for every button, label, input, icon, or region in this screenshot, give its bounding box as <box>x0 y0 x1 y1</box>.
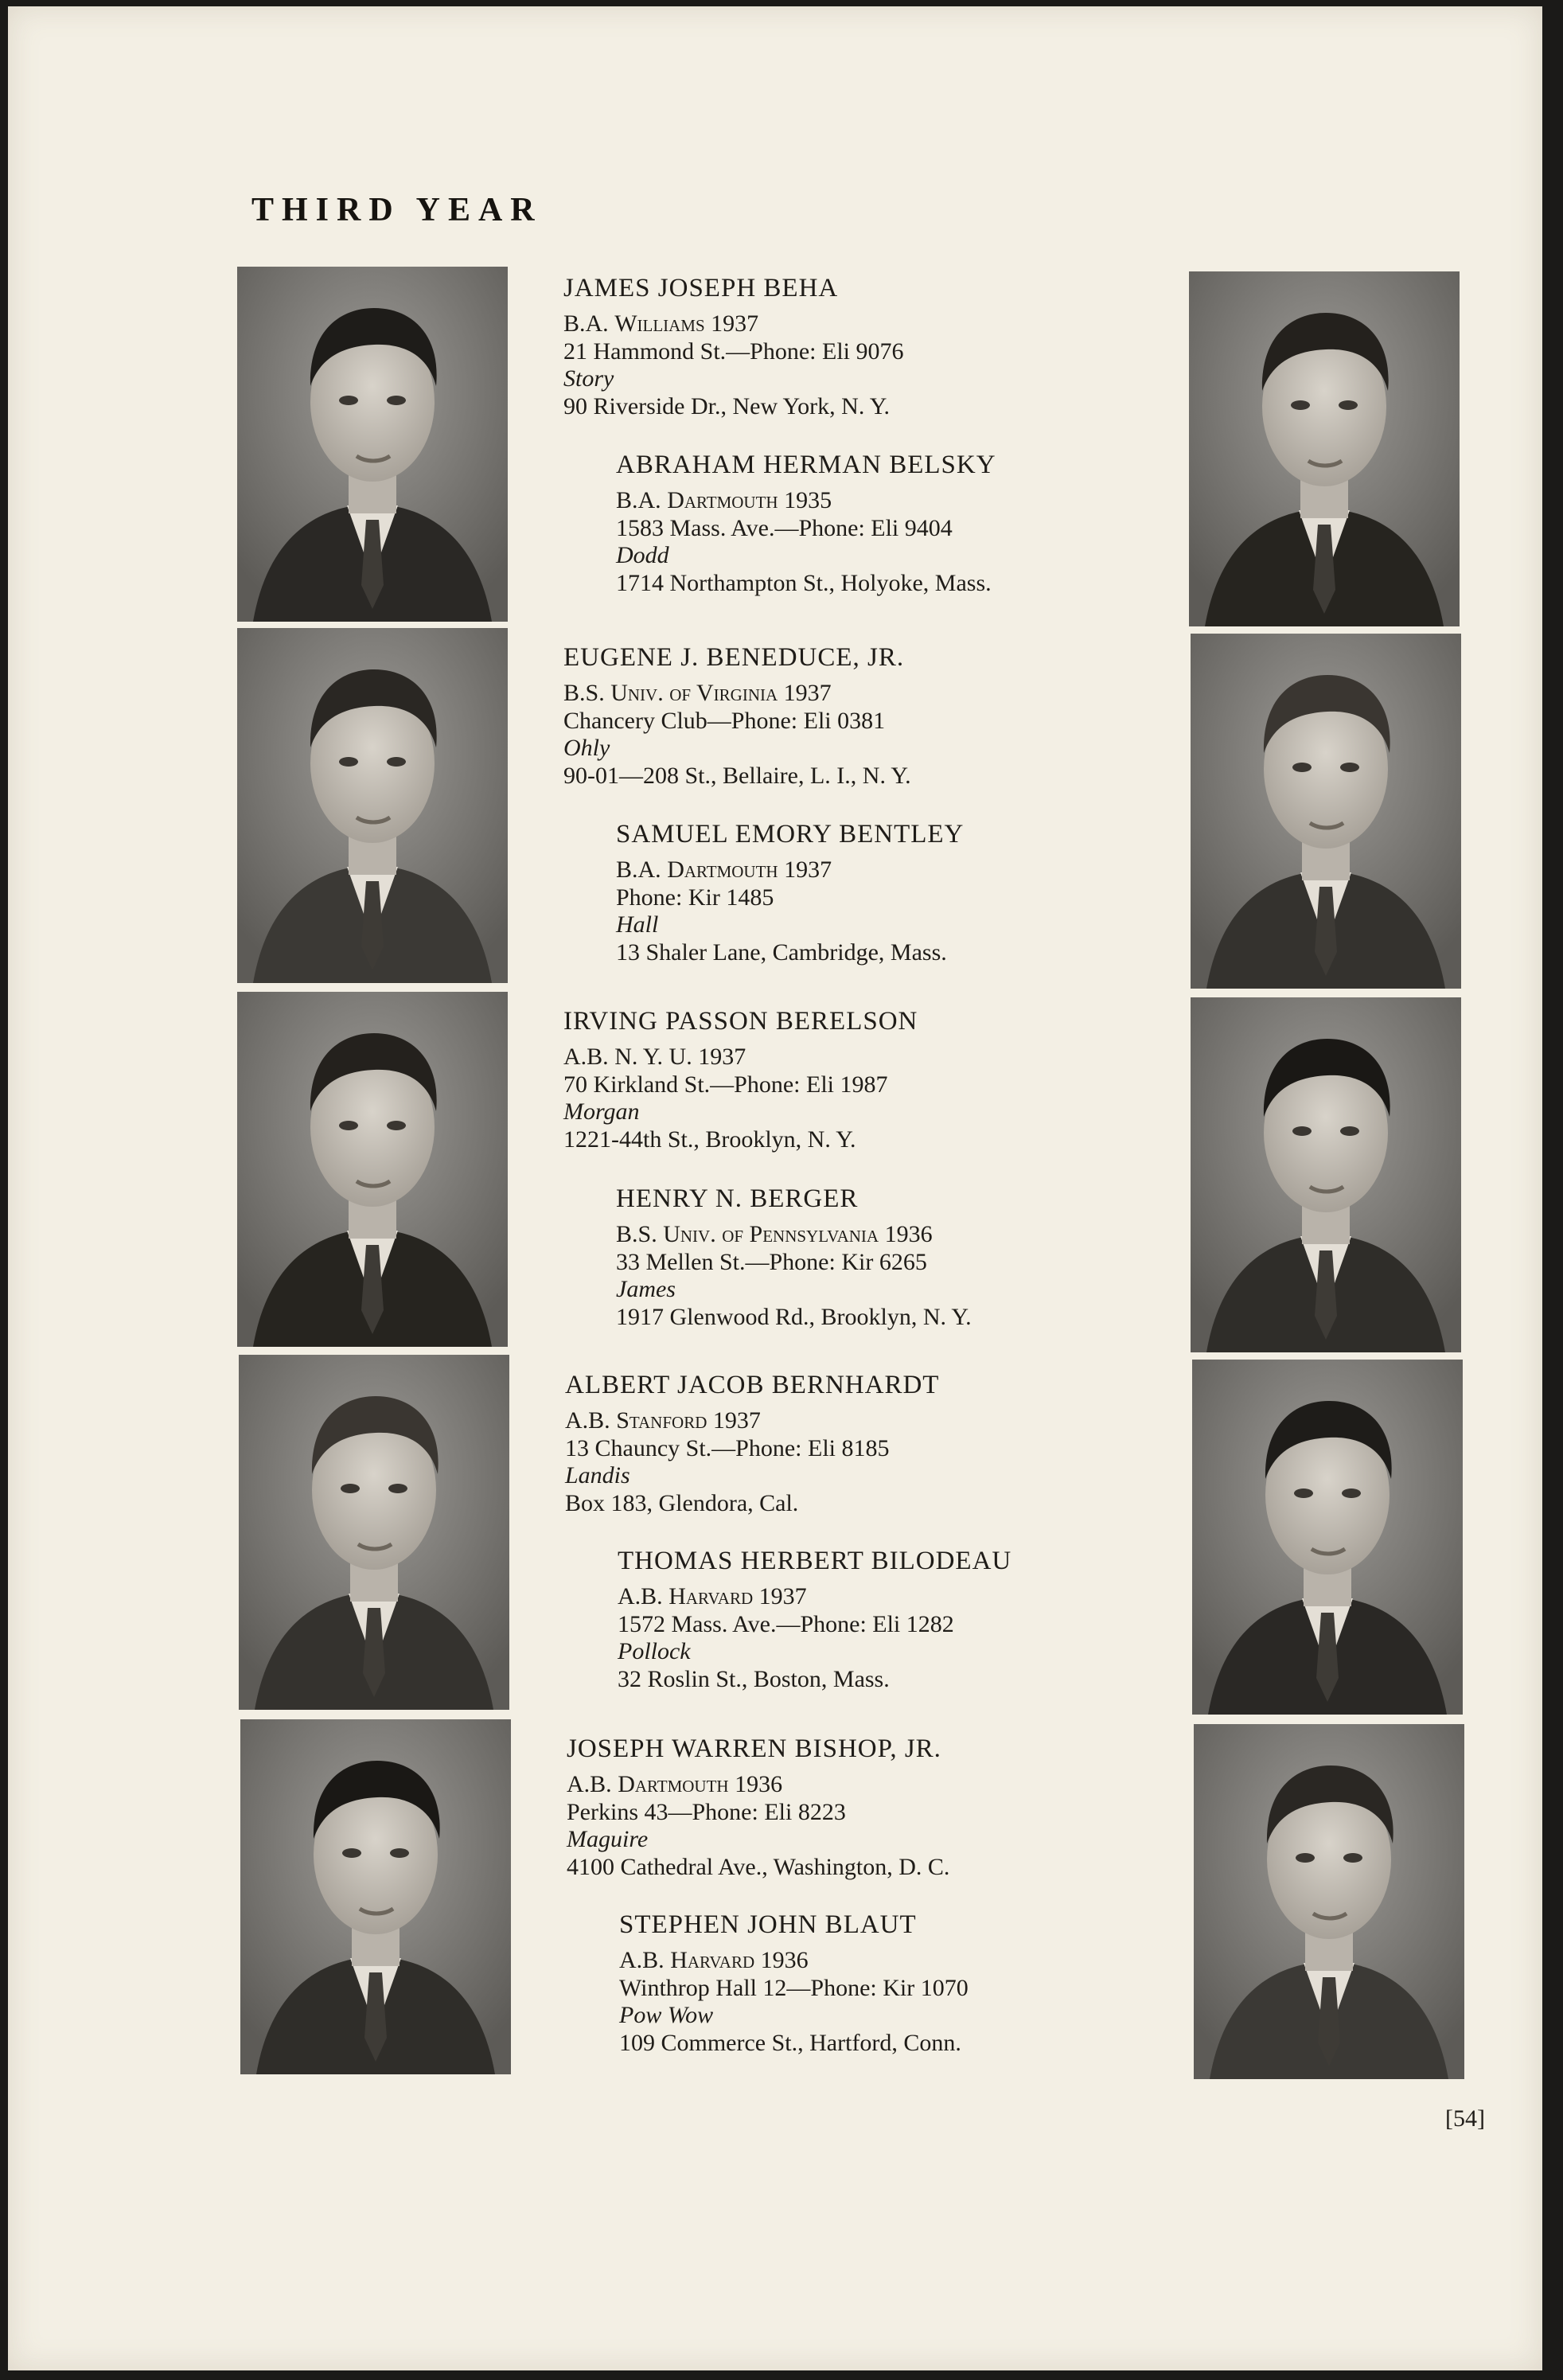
college: Dartmouth <box>667 856 778 883</box>
portrait-photo <box>1194 1724 1464 2079</box>
college: Dartmouth <box>667 487 778 513</box>
portrait-photo <box>237 267 508 622</box>
club-name: James <box>616 1276 676 1302</box>
student-degree <box>616 856 964 884</box>
local-address: 21 Hammond St.—Phone: Eli 9076 <box>563 337 904 365</box>
degree: A.B. <box>565 1407 610 1434</box>
local-address: 13 Chauncy St.—Phone: Eli 8185 <box>565 1434 890 1461</box>
student-entry <box>616 447 996 597</box>
class-year: 1937 <box>698 1044 746 1070</box>
home-address: 1714 Northampton St., Holyoke, Mass. <box>616 569 992 596</box>
class-year: 1937 <box>784 856 832 883</box>
home-address: 13 Shaler Lane, Cambridge, Mass. <box>616 938 947 966</box>
degree: A.B. <box>563 1044 609 1070</box>
student-name: ALBERT JACOB BERNHARDT <box>565 1371 940 1399</box>
class-year: 1935 <box>784 487 832 513</box>
student-name: JOSEPH WARREN BISHOP, JR. <box>567 1734 941 1763</box>
club-name: Landis <box>565 1462 630 1488</box>
club-name: Maguire <box>567 1826 649 1852</box>
student-degree <box>565 1407 939 1435</box>
class-year: 1936 <box>884 1221 933 1247</box>
local-address: Phone: Kir 1485 <box>616 884 774 911</box>
club-name: Morgan <box>563 1098 640 1125</box>
section-title: THIRD YEAR <box>251 192 543 228</box>
student-name: SAMUEL EMORY BENTLEY <box>616 820 965 849</box>
home-address: 32 Roslin St., Boston, Mass. <box>618 1665 890 1692</box>
class-year: 1937 <box>711 310 759 337</box>
degree: B.A. <box>616 856 661 883</box>
degree: A.B. <box>619 1947 665 1973</box>
club-name: Hall <box>616 911 659 938</box>
degree: B.A. <box>563 310 609 337</box>
local-address: Chancery Club—Phone: Eli 0381 <box>563 707 886 734</box>
college: Univ. of Virginia <box>610 680 778 706</box>
club-name: Ohly <box>563 735 610 761</box>
student-name: STEPHEN JOHN BLAUT <box>619 1910 917 1939</box>
student-name: THOMAS HERBERT BILODEAU <box>618 1547 1012 1575</box>
portrait-photo <box>1191 997 1461 1352</box>
college: N. Y. U. <box>614 1044 692 1070</box>
club-name: Pollock <box>618 1638 691 1664</box>
student-entry <box>619 1907 969 2057</box>
home-address: 1221-44th St., Brooklyn, N. Y. <box>563 1126 856 1153</box>
local-address: Winthrop Hall 12—Phone: Kir 1070 <box>619 1974 969 2001</box>
degree: B.A. <box>616 487 661 513</box>
home-address: 4100 Cathedral Ave., Washington, D. C. <box>567 1853 950 1880</box>
portrait-photo <box>239 1355 509 1710</box>
local-address: 70 Kirkland St.—Phone: Eli 1987 <box>563 1071 888 1098</box>
class-year: 1937 <box>783 680 832 706</box>
college: Williams <box>614 310 705 337</box>
local-address: 1583 Mass. Ave.—Phone: Eli 9404 <box>616 514 953 541</box>
home-address: 109 Commerce St., Hartford, Conn. <box>619 2029 961 2056</box>
class-year: 1937 <box>712 1407 761 1434</box>
club-name: Story <box>563 365 614 392</box>
college: Univ. of Pennsylvania <box>663 1221 879 1247</box>
college: Dartmouth <box>618 1771 729 1797</box>
student-degree <box>563 1044 918 1071</box>
student-name: ABRAHAM HERMAN BELSKY <box>616 451 996 479</box>
class-year: 1936 <box>760 1947 809 1973</box>
student-degree <box>619 1947 969 1975</box>
student-degree <box>616 487 996 515</box>
student-entry <box>565 1368 939 1517</box>
local-address: 33 Mellen St.—Phone: Kir 6265 <box>616 1248 927 1275</box>
class-year: 1937 <box>758 1583 807 1609</box>
student-entry <box>563 271 904 420</box>
student-degree <box>618 1583 1011 1611</box>
degree: A.B. <box>618 1583 663 1609</box>
club-name: Pow Wow <box>619 2002 714 2028</box>
local-address: 1572 Mass. Ave.—Phone: Eli 1282 <box>618 1610 954 1637</box>
local-address: Perkins 43—Phone: Eli 8223 <box>567 1798 846 1825</box>
student-entry <box>616 1181 972 1331</box>
student-name: HENRY N. BERGER <box>616 1184 859 1213</box>
portrait-photo <box>1189 271 1460 626</box>
student-entry <box>567 1731 949 1881</box>
yearbook-page <box>8 6 1542 2370</box>
student-name: JAMES JOSEPH BEHA <box>563 274 839 302</box>
student-degree <box>563 310 904 338</box>
degree: B.S. <box>563 680 605 706</box>
home-address: 90-01—208 St., Bellaire, L. I., N. Y. <box>563 762 911 789</box>
student-entry <box>563 640 911 790</box>
student-degree <box>616 1221 972 1249</box>
student-degree <box>563 680 911 708</box>
class-year: 1936 <box>735 1771 783 1797</box>
home-address: 90 Riverside Dr., New York, N. Y. <box>563 392 891 419</box>
home-address: 1917 Glenwood Rd., Brooklyn, N. Y. <box>616 1303 972 1330</box>
portrait-photo <box>237 628 508 983</box>
college: Harvard <box>668 1583 754 1609</box>
student-entry <box>616 817 964 966</box>
student-name: IRVING PASSON BERELSON <box>563 1007 918 1036</box>
college: Stanford <box>616 1407 707 1434</box>
student-name: EUGENE J. BENEDUCE, JR. <box>563 643 905 672</box>
student-entry <box>563 1004 918 1153</box>
portrait-photo <box>1191 634 1461 989</box>
college: Harvard <box>670 1947 755 1973</box>
student-degree <box>567 1771 949 1799</box>
club-name: Dodd <box>616 542 669 568</box>
home-address: Box 183, Glendora, Cal. <box>565 1489 799 1516</box>
portrait-photo <box>237 992 508 1347</box>
degree: B.S. <box>616 1221 657 1247</box>
degree: A.B. <box>567 1771 612 1797</box>
portrait-photo <box>240 1719 511 2074</box>
page-number: [54] <box>1445 2105 1485 2132</box>
portrait-photo <box>1192 1360 1463 1715</box>
student-entry <box>618 1543 1011 1693</box>
